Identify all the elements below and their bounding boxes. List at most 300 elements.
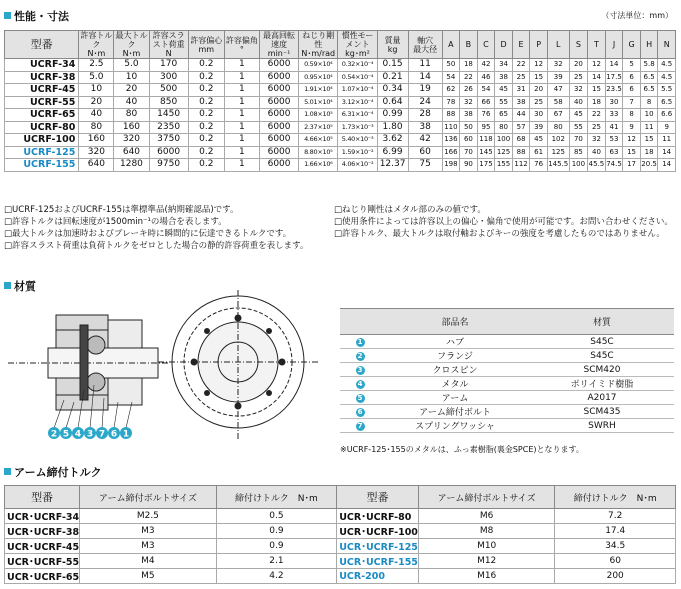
torque-model-cell: UCR･UCRF-34 xyxy=(5,509,80,524)
spec-value-cell: 20 xyxy=(530,84,548,97)
spec-value-cell: 10 xyxy=(114,71,149,84)
spec-value-cell: 5.8 xyxy=(640,59,658,72)
parts-row xyxy=(340,391,674,405)
spec-row xyxy=(5,146,676,159)
note-line: □許容トルクは回転速度が1500min⁻¹の場合を表します。 xyxy=(4,217,227,227)
spec-value-cell: 62 xyxy=(442,84,460,97)
spec-value-cell: 12.37 xyxy=(377,159,408,172)
spec-value-cell: 6.5 xyxy=(658,96,676,109)
spec-value-cell: 6000 xyxy=(259,159,298,172)
parts-material-cell: SCM435 xyxy=(530,405,674,419)
spec-value-cell: 76 xyxy=(530,159,548,172)
coupling-drawing xyxy=(8,290,328,445)
parts-name-cell: スプリングワッシャ xyxy=(380,419,530,433)
spec-value-cell: 67 xyxy=(547,109,569,122)
spec-value-cell: 40 xyxy=(588,146,606,159)
parts-name-cell: アーム xyxy=(380,391,530,405)
spec-value-cell: 38 xyxy=(460,109,478,122)
spec-value-cell: 61 xyxy=(530,146,548,159)
spec-value-cell: 2.5 xyxy=(79,59,114,72)
spec-value-cell: 45.5 xyxy=(588,159,606,172)
spec-value-cell: 1.73×10⁻³ xyxy=(338,121,377,134)
spec-value-cell: 32 xyxy=(569,84,588,97)
torque-bolt-cell: M5 xyxy=(80,569,217,584)
bolt-hole xyxy=(235,403,242,410)
unit-note: （寸法単位：mm） xyxy=(601,11,673,20)
torque-value-cell: 0.9 xyxy=(216,524,337,539)
callout-number: 2 xyxy=(50,429,58,440)
spec-value-cell: 55 xyxy=(569,121,588,134)
parts-row xyxy=(340,419,674,433)
spec-value-cell: 6000 xyxy=(259,121,298,134)
spec-header-cell: 許容偏心 mm xyxy=(188,31,224,59)
torque-value-cell: 34.5 xyxy=(555,539,676,554)
parts-row xyxy=(340,335,674,349)
torque-header-model: 型番 xyxy=(5,486,80,509)
spec-value-cell: 80 xyxy=(114,109,149,122)
spec-value-cell: 0.2 xyxy=(188,96,224,109)
spec-model-cell: UCRF-55 xyxy=(5,96,79,109)
callout-number: 4 xyxy=(74,429,82,440)
spec-value-cell: 14 xyxy=(605,59,623,72)
spec-value-cell: 88 xyxy=(512,146,530,159)
spec-row xyxy=(5,84,676,97)
bolt-hole xyxy=(279,359,286,366)
spec-value-cell: 25 xyxy=(588,121,606,134)
spec-header-cell: N xyxy=(658,31,676,59)
spec-value-cell: 0.54×10⁻⁴ xyxy=(338,71,377,84)
notes-right xyxy=(334,204,673,240)
spec-value-cell: 15 xyxy=(530,71,548,84)
spec-value-cell: 136 xyxy=(442,134,460,147)
spec-value-cell: 6.5 xyxy=(640,71,658,84)
part-number-badge: 3 xyxy=(356,366,365,375)
torque-value-cell: 17.4 xyxy=(555,524,676,539)
spec-value-cell: 6000 xyxy=(259,71,298,84)
parts-material-cell: SCM420 xyxy=(530,363,674,377)
torque-model-cell: UCR･UCRF-155 xyxy=(337,554,419,569)
spec-value-cell: 2.37×10⁵ xyxy=(299,121,338,134)
spec-value-cell: 850 xyxy=(149,96,188,109)
spec-value-cell: 11 xyxy=(640,121,658,134)
spec-value-cell: 0.2 xyxy=(188,121,224,134)
spec-value-cell: 175 xyxy=(477,159,495,172)
spec-header-cell: G xyxy=(623,31,641,59)
spec-row xyxy=(5,96,676,109)
torque-section-title: アーム締付トルク xyxy=(4,464,101,480)
spec-value-cell: 25 xyxy=(512,71,530,84)
torque-value-cell: 2.1 xyxy=(216,554,337,569)
torque-header-bolt: アーム締付ボルトサイズ xyxy=(80,486,217,509)
spec-header-cell: T xyxy=(588,31,606,59)
spec-value-cell: 17 xyxy=(623,159,641,172)
spec-value-cell: 90 xyxy=(460,159,478,172)
spec-value-cell: 39 xyxy=(547,71,569,84)
spec-value-cell: 166 xyxy=(442,146,460,159)
spec-header-cell: H xyxy=(640,31,658,59)
spec-value-cell: 4.5 xyxy=(658,59,676,72)
spec-value-cell: 1 xyxy=(224,146,259,159)
part-number-badge: 7 xyxy=(356,422,365,431)
spec-value-cell: 0.2 xyxy=(188,146,224,159)
spec-header-cell: C xyxy=(477,31,495,59)
spec-value-cell: 1 xyxy=(224,121,259,134)
spec-value-cell: 1.59×10⁻² xyxy=(338,146,377,159)
spec-value-cell: 30 xyxy=(605,96,623,109)
spec-value-cell: 0.59×10⁴ xyxy=(299,59,338,72)
spec-header-cell: A xyxy=(442,31,460,59)
parts-name-cell: クロスピン xyxy=(380,363,530,377)
spec-value-cell: 1 xyxy=(224,134,259,147)
spec-value-cell: 33 xyxy=(605,109,623,122)
spec-value-cell: 110 xyxy=(442,121,460,134)
spec-table xyxy=(4,30,676,172)
torque-row xyxy=(5,524,676,539)
torque-bolt-cell: M3 xyxy=(80,524,217,539)
cross-pin xyxy=(87,373,105,391)
spec-value-cell: 6000 xyxy=(259,134,298,147)
bolt-hole xyxy=(235,315,242,322)
parts-table xyxy=(340,308,674,433)
spec-value-cell: 20 xyxy=(79,96,114,109)
spec-value-cell: 32 xyxy=(588,134,606,147)
spec-value-cell: 6.5 xyxy=(640,84,658,97)
spec-value-cell: 40 xyxy=(114,96,149,109)
spec-value-cell: 80 xyxy=(495,121,513,134)
part-number-badge: 4 xyxy=(356,380,365,389)
spec-header-cell: B xyxy=(460,31,478,59)
section-marker-icon xyxy=(4,12,11,19)
spec-value-cell: 54 xyxy=(477,84,495,97)
spec-value-cell: 4.66×10⁵ xyxy=(299,134,338,147)
spec-value-cell: 32 xyxy=(460,96,478,109)
torque-value-cell: 0.5 xyxy=(216,509,337,524)
bolt-hole xyxy=(266,390,272,396)
spec-value-cell: 20 xyxy=(569,59,588,72)
spec-value-cell: 95 xyxy=(477,121,495,134)
spec-value-cell: 9 xyxy=(658,121,676,134)
spec-value-cell: 1.91×10⁴ xyxy=(299,84,338,97)
spec-value-cell: 102 xyxy=(547,134,569,147)
torque-bolt-cell: M10 xyxy=(418,539,555,554)
spec-value-cell: 22 xyxy=(460,71,478,84)
spec-value-cell: 74.5 xyxy=(605,159,623,172)
spec-value-cell: 320 xyxy=(79,146,114,159)
spec-value-cell: 24 xyxy=(408,96,442,109)
spec-value-cell: 10 xyxy=(79,84,114,97)
spec-value-cell: 1 xyxy=(224,71,259,84)
spec-value-cell: 80 xyxy=(547,121,569,134)
spec-value-cell: 68 xyxy=(512,134,530,147)
part-number-badge: 6 xyxy=(356,408,365,417)
parts-row xyxy=(340,377,674,391)
bolt-hole xyxy=(266,328,272,334)
spec-value-cell: 60 xyxy=(408,146,442,159)
spec-value-cell: 1 xyxy=(224,96,259,109)
spec-row xyxy=(5,109,676,122)
spec-value-cell: 18 xyxy=(460,59,478,72)
spec-value-cell: 18 xyxy=(588,96,606,109)
torque-bolt-cell: M4 xyxy=(80,554,217,569)
spec-row xyxy=(5,159,676,172)
torque-row xyxy=(5,569,676,584)
spec-value-cell: 22 xyxy=(588,109,606,122)
spec-header-cell: ねじり剛性 N･m/rad xyxy=(299,31,338,59)
spec-value-cell: 18 xyxy=(640,146,658,159)
parts-row xyxy=(340,349,674,363)
parts-no-cell xyxy=(340,391,380,405)
spec-value-cell: 1 xyxy=(224,84,259,97)
torque-value-cell: 60 xyxy=(555,554,676,569)
spec-value-cell: 53 xyxy=(605,134,623,147)
spec-value-cell: 118 xyxy=(477,134,495,147)
note-line: □ねじり剛性はメタル部のみの値です。 xyxy=(334,205,486,215)
spec-value-cell: 0.21 xyxy=(377,71,408,84)
torque-bolt-cell: M3 xyxy=(80,539,217,554)
spec-model-cell: UCRF-38 xyxy=(5,71,79,84)
spec-value-cell: 11 xyxy=(408,59,442,72)
spec-row xyxy=(5,134,676,147)
torque-value-cell: 4.2 xyxy=(216,569,337,584)
torque-header-row xyxy=(5,486,676,509)
cross-pin xyxy=(87,336,105,354)
parts-material-cell: ポリイミド樹脂 xyxy=(530,377,674,391)
spec-value-cell: 5 xyxy=(623,59,641,72)
spec-row xyxy=(5,71,676,84)
spec-value-cell: 1 xyxy=(224,109,259,122)
torque-bolt-cell: M6 xyxy=(418,509,555,524)
spec-value-cell: 50 xyxy=(460,121,478,134)
spec-value-cell: 112 xyxy=(512,159,530,172)
torque-value-cell: 200 xyxy=(555,569,676,584)
spec-value-cell: 145 xyxy=(477,146,495,159)
spec-value-cell: 20.5 xyxy=(640,159,658,172)
parts-no-cell xyxy=(340,349,380,363)
spec-value-cell: 198 xyxy=(442,159,460,172)
spec-value-cell: 15 xyxy=(588,84,606,97)
torque-table xyxy=(4,485,676,584)
torque-row xyxy=(5,554,676,569)
torque-row xyxy=(5,539,676,554)
torque-header-model-2: 型番 xyxy=(337,486,419,509)
spec-value-cell: 0.34 xyxy=(377,84,408,97)
spec-value-cell: 38 xyxy=(408,121,442,134)
part-callouts xyxy=(48,427,132,440)
spec-value-cell: 31 xyxy=(512,84,530,97)
parts-no-cell xyxy=(340,419,380,433)
spec-value-cell: 8 xyxy=(640,96,658,109)
spec-value-cell: 0.2 xyxy=(188,109,224,122)
parts-name-cell: ハブ xyxy=(380,335,530,349)
torque-model-cell: UCR･UCRF-65 xyxy=(5,569,80,584)
spec-value-cell: 44 xyxy=(512,109,530,122)
spec-value-cell: 640 xyxy=(79,159,114,172)
spec-value-cell: 76 xyxy=(477,109,495,122)
parts-header-no xyxy=(340,309,380,335)
spec-model-cell: UCRF-80 xyxy=(5,121,79,134)
spec-header-cell: 許容トルク N･m xyxy=(80,31,113,58)
spec-value-cell: 11 xyxy=(658,134,676,147)
spec-model-cell: UCRF-45 xyxy=(5,84,79,97)
parts-name-cell: メタル xyxy=(380,377,530,391)
spec-value-cell: 15 xyxy=(623,146,641,159)
parts-name-cell: アーム締付ボルト xyxy=(380,405,530,419)
spec-value-cell: 41 xyxy=(605,121,623,134)
spec-value-cell: 320 xyxy=(114,134,149,147)
parts-header-part: 部品名 xyxy=(380,309,530,335)
callout-number: 1 xyxy=(122,429,130,440)
spec-header-cell: 軸穴 最大径 xyxy=(408,31,442,59)
spec-value-cell: 8.80×10⁵ xyxy=(299,146,338,159)
spec-value-cell: 78 xyxy=(442,96,460,109)
spec-value-cell: 6 xyxy=(623,71,641,84)
spec-value-cell: 1 xyxy=(224,159,259,172)
spec-value-cell: 22 xyxy=(512,59,530,72)
torque-model-cell: UCR･UCRF-38 xyxy=(5,524,80,539)
spec-value-cell: 8 xyxy=(623,109,641,122)
spec-value-cell: 3.62 xyxy=(377,134,408,147)
spec-value-cell: 6.99 xyxy=(377,146,408,159)
spec-value-cell: 14 xyxy=(658,159,676,172)
spec-value-cell: 12 xyxy=(588,59,606,72)
spec-value-cell: 23.5 xyxy=(605,84,623,97)
spec-value-cell: 1 xyxy=(224,59,259,72)
spec-value-cell: 65 xyxy=(495,109,513,122)
spec-value-cell: 160 xyxy=(79,134,114,147)
spec-value-cell: 45 xyxy=(569,109,588,122)
torque-model-cell: UCR･UCRF-55 xyxy=(5,554,80,569)
spec-value-cell: 0.2 xyxy=(188,84,224,97)
spec-value-cell: 28 xyxy=(408,109,442,122)
torque-model-cell: UCR-200 xyxy=(337,569,419,584)
spec-value-cell: 60 xyxy=(460,134,478,147)
callout-number: 3 xyxy=(86,429,94,440)
spec-value-cell: 5.5 xyxy=(658,84,676,97)
spec-model-cell: UCRF-65 xyxy=(5,109,79,122)
spec-value-cell: 125 xyxy=(547,146,569,159)
spec-value-cell: 38 xyxy=(512,96,530,109)
spec-value-cell: 47 xyxy=(547,84,569,97)
spec-value-cell: 40 xyxy=(79,109,114,122)
spec-value-cell: 40 xyxy=(569,96,588,109)
callout-number: 7 xyxy=(98,429,106,440)
spec-header-cell: 型番 xyxy=(5,31,79,59)
spec-value-cell: 38 xyxy=(495,71,513,84)
spec-header-cell: S xyxy=(569,31,588,59)
spec-value-cell: 155 xyxy=(495,159,513,172)
spec-value-cell: 75 xyxy=(408,159,442,172)
spec-value-cell: 0.2 xyxy=(188,134,224,147)
spec-value-cell: 55 xyxy=(495,96,513,109)
torque-bolt-cell: M16 xyxy=(418,569,555,584)
spec-value-cell: 45 xyxy=(530,134,548,147)
spec-value-cell: 25 xyxy=(530,96,548,109)
spec-value-cell: 0.2 xyxy=(188,71,224,84)
parts-header-row xyxy=(340,309,674,335)
note-line: □最大トルクは加速時およびブレーキ時に瞬間的に伝達できるトルクです。 xyxy=(4,229,292,239)
callout-number: 6 xyxy=(110,429,118,440)
spec-value-cell: 500 xyxy=(149,84,188,97)
spec-value-cell: 2350 xyxy=(149,121,188,134)
notes-left xyxy=(4,204,308,252)
spec-header-cell: 最高回転速度 min⁻¹ xyxy=(259,31,298,59)
spec-value-cell: 9 xyxy=(623,121,641,134)
spec-value-cell: 17.5 xyxy=(605,71,623,84)
spec-row xyxy=(5,59,676,72)
spec-value-cell: 14 xyxy=(658,146,676,159)
spec-value-cell: 7 xyxy=(623,96,641,109)
spec-value-cell: 42 xyxy=(408,134,442,147)
note-line: □許容トルク、最大トルクは取付軸およびキーの強度を考慮したものではありません。 xyxy=(334,229,665,239)
spec-value-cell: 6000 xyxy=(259,59,298,72)
spec-value-cell: 25 xyxy=(569,71,588,84)
spec-value-cell: 85 xyxy=(569,146,588,159)
spec-value-cell: 125 xyxy=(495,146,513,159)
spec-section-title: 性能・寸法 xyxy=(4,8,69,24)
part-number-badge: 1 xyxy=(356,338,365,347)
spec-value-cell: 42 xyxy=(477,59,495,72)
material-note: ※UCRF-125･155のメタルは、ふっ素樹脂(裏金SPCE)となります。 xyxy=(340,445,584,454)
spec-value-cell: 5.40×10⁻³ xyxy=(338,134,377,147)
spec-value-cell: 3.12×10⁻⁴ xyxy=(338,96,377,109)
spec-value-cell: 6000 xyxy=(259,84,298,97)
spec-value-cell: 58 xyxy=(547,96,569,109)
spec-value-cell: 34 xyxy=(495,59,513,72)
note-line: □UCRF-125およびUCRF-155は準標準品(納期確認品)です。 xyxy=(4,205,239,215)
spec-value-cell: 0.15 xyxy=(377,59,408,72)
spec-header-row xyxy=(5,31,676,59)
spec-header-cell: L xyxy=(547,31,569,59)
spec-value-cell: 6 xyxy=(623,84,641,97)
section-marker-icon xyxy=(4,468,11,475)
spec-value-cell: 57 xyxy=(512,121,530,134)
part-number-badge: 2 xyxy=(356,352,365,361)
spec-header-cell: 許容スラスト荷重 N xyxy=(149,31,188,59)
torque-model-cell: UCR･UCRF-80 xyxy=(337,509,419,524)
spec-value-cell: 0.2 xyxy=(188,159,224,172)
spec-value-cell: 145.5 xyxy=(547,159,569,172)
parts-material-cell: A2017 xyxy=(530,391,674,405)
spec-value-cell: 70 xyxy=(569,134,588,147)
spec-value-cell: 12 xyxy=(530,59,548,72)
torque-header-torque: 締付けトルク N･m xyxy=(216,486,337,509)
spec-value-cell: 66 xyxy=(477,96,495,109)
spec-value-cell: 5.0 xyxy=(79,71,114,84)
torque-model-cell: UCR･UCRF-45 xyxy=(5,539,80,554)
spec-value-cell: 32 xyxy=(547,59,569,72)
spec-value-cell: 0.2 xyxy=(188,59,224,72)
spec-model-cell: UCRF-100 xyxy=(5,134,79,147)
spec-value-cell: 1450 xyxy=(149,109,188,122)
torque-model-cell: UCR･UCRF-125 xyxy=(337,539,419,554)
spec-value-cell: 1.08×10⁵ xyxy=(299,109,338,122)
callout-number: 5 xyxy=(62,429,70,440)
torque-row xyxy=(5,509,676,524)
spec-header-cell: 最大トルク N･m xyxy=(115,31,148,58)
spec-value-cell: 88 xyxy=(442,109,460,122)
spec-value-cell: 63 xyxy=(605,146,623,159)
spec-value-cell: 6000 xyxy=(259,109,298,122)
spec-value-cell: 300 xyxy=(149,71,188,84)
spec-value-cell: 4.5 xyxy=(658,71,676,84)
parts-header-mat: 材質 xyxy=(530,309,674,335)
bolt-hole xyxy=(204,390,210,396)
spec-value-cell: 4.06×10⁻² xyxy=(338,159,377,172)
torque-bolt-cell: M8 xyxy=(418,524,555,539)
spec-value-cell: 30 xyxy=(530,109,548,122)
spec-value-cell: 6000 xyxy=(259,146,298,159)
spec-value-cell: 15 xyxy=(640,134,658,147)
